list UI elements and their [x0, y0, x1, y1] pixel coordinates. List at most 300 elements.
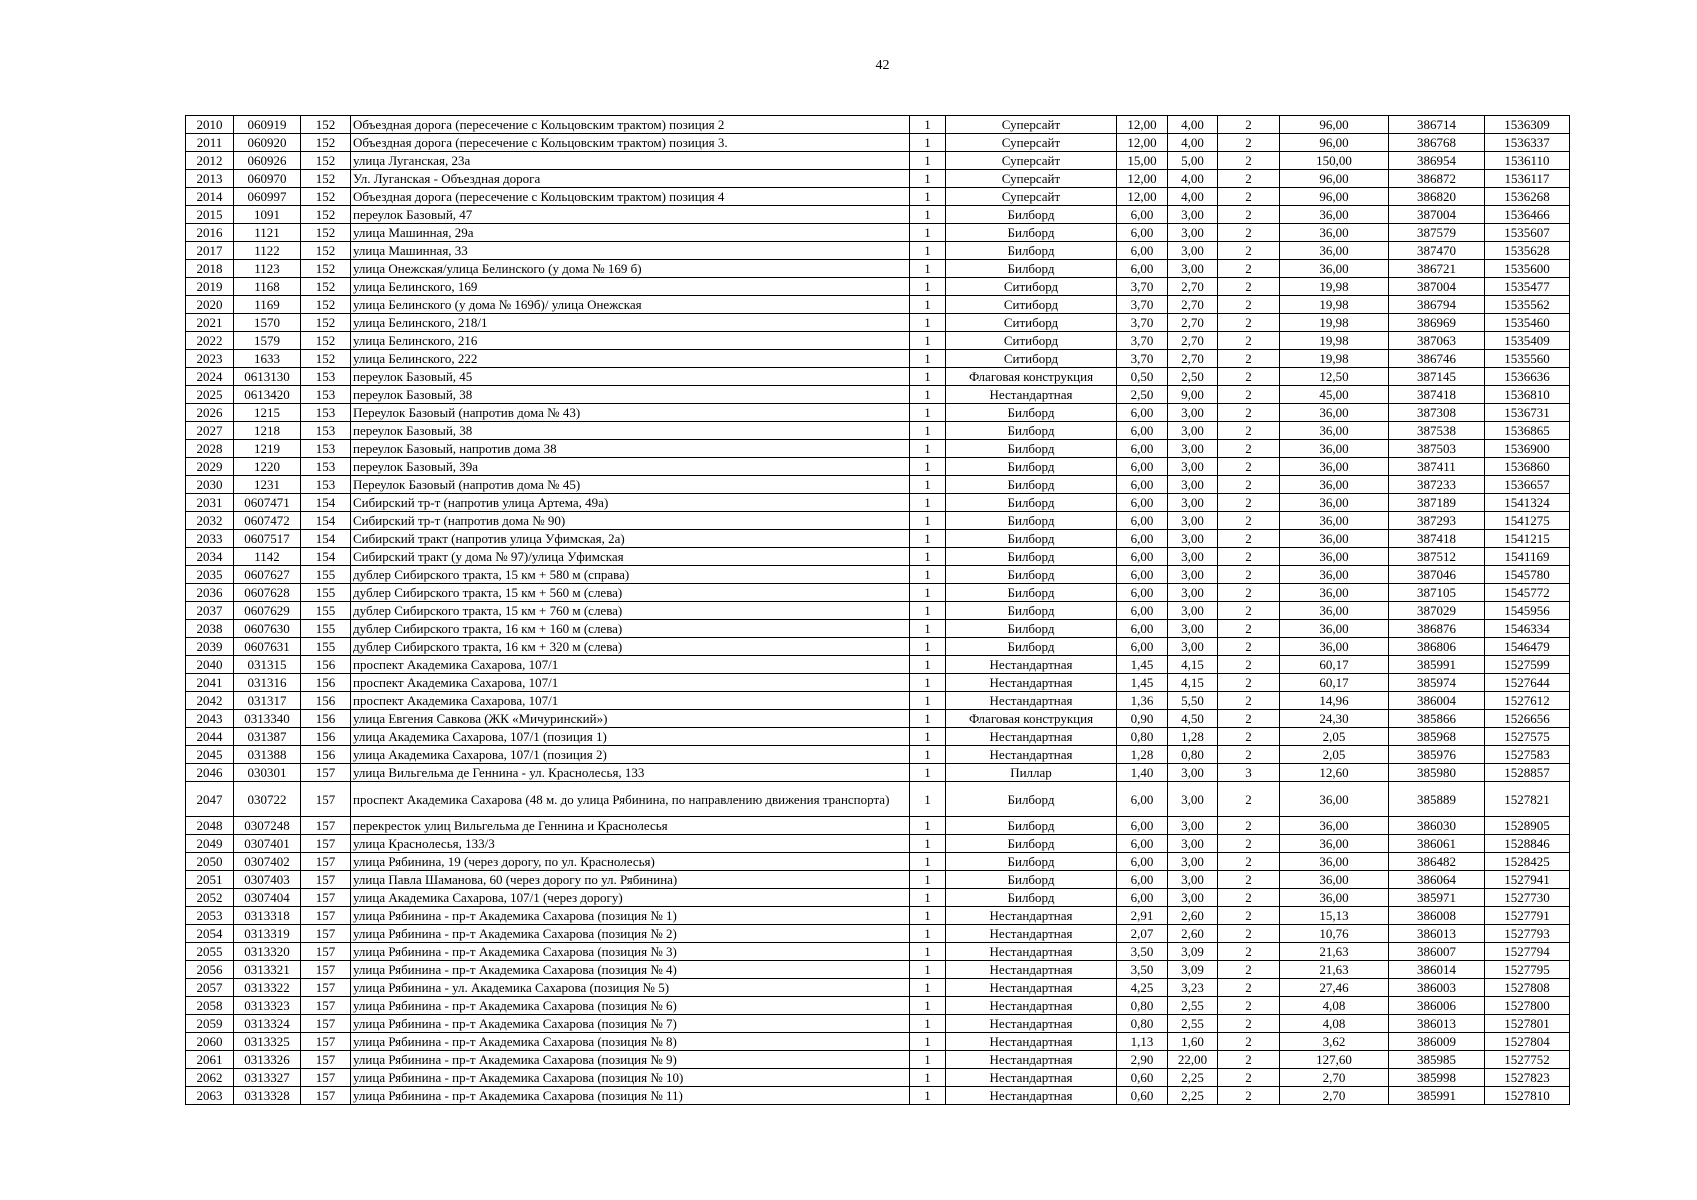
row-number-cell: 2051	[186, 871, 234, 889]
width-cell: 2,50	[1117, 386, 1168, 404]
row-number-cell: 2063	[186, 1087, 234, 1105]
quantity-cell: 1	[910, 620, 946, 638]
sides-cell: 2	[1218, 692, 1280, 710]
row-number-cell: 2016	[186, 224, 234, 242]
row-number-cell: 2021	[186, 314, 234, 332]
coord-y-cell: 1536309	[1485, 116, 1570, 134]
coord-y-cell: 1536900	[1485, 440, 1570, 458]
structure-type-cell: Билборд	[946, 853, 1117, 871]
height-cell: 3,00	[1168, 440, 1218, 458]
address-cell: переулок Базовый, 38	[351, 422, 910, 440]
coord-x-cell: 385976	[1389, 746, 1485, 764]
row-number-cell: 2041	[186, 674, 234, 692]
table-row	[186, 764, 1570, 782]
table-row	[186, 188, 1570, 206]
address-cell: Сибирский тракт (у дома № 97)/улица Уфимская	[351, 548, 910, 566]
coord-y-cell: 1527599	[1485, 656, 1570, 674]
row-number-cell: 2055	[186, 943, 234, 961]
row-number-cell: 2032	[186, 512, 234, 530]
width-cell: 6,00	[1117, 440, 1168, 458]
area-cell: 2,05	[1280, 728, 1389, 746]
block-number-cell: 157	[301, 853, 351, 871]
height-cell: 2,70	[1168, 332, 1218, 350]
structure-type-cell: Билборд	[946, 242, 1117, 260]
structure-code-cell: 0607471	[234, 494, 301, 512]
sides-cell: 2	[1218, 853, 1280, 871]
width-cell: 3,70	[1117, 314, 1168, 332]
block-number-cell: 154	[301, 512, 351, 530]
structure-code-cell: 0313325	[234, 1033, 301, 1051]
coord-y-cell: 1526656	[1485, 710, 1570, 728]
address-cell: улица Рябинина - пр-т Академика Сахарова (позиция № 3)	[351, 943, 910, 961]
structure-type-cell: Билборд	[946, 835, 1117, 853]
structure-code-cell: 1091	[234, 206, 301, 224]
structure-type-cell: Билборд	[946, 206, 1117, 224]
structure-code-cell: 0313319	[234, 925, 301, 943]
block-number-cell: 155	[301, 638, 351, 656]
table-row	[186, 566, 1570, 584]
row-number-cell: 2037	[186, 602, 234, 620]
table-row	[186, 1069, 1570, 1087]
block-number-cell: 157	[301, 782, 351, 817]
address-cell: переулок Базовый, 38	[351, 386, 910, 404]
table-row	[186, 404, 1570, 422]
structure-code-cell: 0313322	[234, 979, 301, 997]
coord-x-cell: 386768	[1389, 134, 1485, 152]
structure-code-cell: 0607472	[234, 512, 301, 530]
coord-y-cell: 1535460	[1485, 314, 1570, 332]
row-number-cell: 2050	[186, 853, 234, 871]
width-cell: 6,00	[1117, 817, 1168, 835]
width-cell: 6,00	[1117, 458, 1168, 476]
coord-x-cell: 386876	[1389, 620, 1485, 638]
table-row	[186, 278, 1570, 296]
structure-code-cell: 0613130	[234, 368, 301, 386]
coord-x-cell: 386482	[1389, 853, 1485, 871]
coord-y-cell: 1536110	[1485, 152, 1570, 170]
height-cell: 4,00	[1168, 116, 1218, 134]
sides-cell: 2	[1218, 422, 1280, 440]
sides-cell: 2	[1218, 979, 1280, 997]
area-cell: 36,00	[1280, 206, 1389, 224]
address-cell: улица Машинная, 33	[351, 242, 910, 260]
row-number-cell: 2038	[186, 620, 234, 638]
table-row	[186, 476, 1570, 494]
table-row	[186, 512, 1570, 530]
structure-type-cell: Ситиборд	[946, 296, 1117, 314]
coord-x-cell: 385889	[1389, 782, 1485, 817]
row-number-cell: 2017	[186, 242, 234, 260]
height-cell: 2,70	[1168, 278, 1218, 296]
coord-y-cell: 1528905	[1485, 817, 1570, 835]
structure-code-cell: 0313324	[234, 1015, 301, 1033]
width-cell: 6,00	[1117, 889, 1168, 907]
row-number-cell: 2058	[186, 997, 234, 1015]
block-number-cell: 157	[301, 907, 351, 925]
address-cell: улица Рябинина - пр-т Академика Сахарова (позиция № 9)	[351, 1051, 910, 1069]
coord-y-cell: 1535628	[1485, 242, 1570, 260]
coord-x-cell: 387308	[1389, 404, 1485, 422]
height-cell: 1,60	[1168, 1033, 1218, 1051]
sides-cell: 2	[1218, 835, 1280, 853]
sides-cell: 2	[1218, 620, 1280, 638]
structure-code-cell: 0607627	[234, 566, 301, 584]
structure-type-cell: Билборд	[946, 224, 1117, 242]
sides-cell: 2	[1218, 152, 1280, 170]
row-number-cell: 2062	[186, 1069, 234, 1087]
coord-y-cell: 1545956	[1485, 602, 1570, 620]
quantity-cell: 1	[910, 674, 946, 692]
quantity-cell: 1	[910, 566, 946, 584]
height-cell: 3,00	[1168, 817, 1218, 835]
table-row	[186, 817, 1570, 835]
table-row	[186, 224, 1570, 242]
structure-type-cell: Нестандартная	[946, 961, 1117, 979]
structure-type-cell: Нестандартная	[946, 979, 1117, 997]
quantity-cell: 1	[910, 116, 946, 134]
area-cell: 96,00	[1280, 116, 1389, 134]
row-number-cell: 2026	[186, 404, 234, 422]
address-cell: улица Рябинина - пр-т Академика Сахарова (позиция № 1)	[351, 907, 910, 925]
quantity-cell: 1	[910, 764, 946, 782]
area-cell: 12,60	[1280, 764, 1389, 782]
structure-code-cell: 1220	[234, 458, 301, 476]
sides-cell: 2	[1218, 1069, 1280, 1087]
height-cell: 2,60	[1168, 907, 1218, 925]
height-cell: 3,00	[1168, 638, 1218, 656]
width-cell: 6,00	[1117, 494, 1168, 512]
height-cell: 4,00	[1168, 170, 1218, 188]
sides-cell: 2	[1218, 997, 1280, 1015]
quantity-cell: 1	[910, 746, 946, 764]
coord-x-cell: 386806	[1389, 638, 1485, 656]
coord-y-cell: 1545772	[1485, 584, 1570, 602]
structure-type-cell: Ситиборд	[946, 278, 1117, 296]
sides-cell: 2	[1218, 386, 1280, 404]
table-body	[186, 116, 1570, 1105]
row-number-cell: 2020	[186, 296, 234, 314]
structure-code-cell: 1218	[234, 422, 301, 440]
quantity-cell: 1	[910, 997, 946, 1015]
area-cell: 2,05	[1280, 746, 1389, 764]
block-number-cell: 156	[301, 728, 351, 746]
coord-y-cell: 1527612	[1485, 692, 1570, 710]
coord-y-cell: 1545780	[1485, 566, 1570, 584]
structure-code-cell: 0313321	[234, 961, 301, 979]
row-number-cell: 2033	[186, 530, 234, 548]
width-cell: 1,45	[1117, 656, 1168, 674]
sides-cell: 2	[1218, 134, 1280, 152]
block-number-cell: 156	[301, 692, 351, 710]
quantity-cell: 1	[910, 584, 946, 602]
block-number-cell: 156	[301, 674, 351, 692]
quantity-cell: 1	[910, 656, 946, 674]
row-number-cell: 2013	[186, 170, 234, 188]
block-number-cell: 153	[301, 368, 351, 386]
height-cell: 2,55	[1168, 997, 1218, 1015]
block-number-cell: 157	[301, 997, 351, 1015]
structure-type-cell: Билборд	[946, 260, 1117, 278]
row-number-cell: 2035	[186, 566, 234, 584]
row-number-cell: 2042	[186, 692, 234, 710]
table-row	[186, 871, 1570, 889]
coord-x-cell: 387418	[1389, 530, 1485, 548]
coord-y-cell: 1535477	[1485, 278, 1570, 296]
quantity-cell: 1	[910, 548, 946, 566]
address-cell: улица Рябинина - пр-т Академика Сахарова (позиция № 4)	[351, 961, 910, 979]
structure-code-cell: 060997	[234, 188, 301, 206]
coord-y-cell: 1535607	[1485, 224, 1570, 242]
row-number-cell: 2029	[186, 458, 234, 476]
width-cell: 6,00	[1117, 242, 1168, 260]
quantity-cell: 1	[910, 170, 946, 188]
height-cell: 3,00	[1168, 530, 1218, 548]
coord-x-cell: 386003	[1389, 979, 1485, 997]
sides-cell: 2	[1218, 710, 1280, 728]
row-number-cell: 2027	[186, 422, 234, 440]
row-number-cell: 2039	[186, 638, 234, 656]
structure-type-cell: Билборд	[946, 889, 1117, 907]
table-row	[186, 907, 1570, 925]
area-cell: 36,00	[1280, 835, 1389, 853]
area-cell: 36,00	[1280, 512, 1389, 530]
coord-y-cell: 1535560	[1485, 350, 1570, 368]
sides-cell: 2	[1218, 188, 1280, 206]
coord-x-cell: 386061	[1389, 835, 1485, 853]
address-cell: улица Рябинина - ул. Академика Сахарова (позиция № 5)	[351, 979, 910, 997]
width-cell: 12,00	[1117, 170, 1168, 188]
quantity-cell: 1	[910, 278, 946, 296]
coord-x-cell: 386006	[1389, 997, 1485, 1015]
area-cell: 36,00	[1280, 853, 1389, 871]
height-cell: 5,50	[1168, 692, 1218, 710]
sides-cell: 2	[1218, 638, 1280, 656]
address-cell: улица Рябинина - пр-т Академика Сахарова (позиция № 6)	[351, 997, 910, 1015]
sides-cell: 2	[1218, 584, 1280, 602]
row-number-cell: 2018	[186, 260, 234, 278]
address-cell: улица Рябинина - пр-т Академика Сахарова (позиция № 10)	[351, 1069, 910, 1087]
coord-x-cell: 386008	[1389, 907, 1485, 925]
sides-cell: 2	[1218, 1033, 1280, 1051]
block-number-cell: 156	[301, 710, 351, 728]
height-cell: 2,60	[1168, 925, 1218, 943]
structure-type-cell: Билборд	[946, 782, 1117, 817]
block-number-cell: 157	[301, 764, 351, 782]
area-cell: 4,08	[1280, 1015, 1389, 1033]
table-row	[186, 494, 1570, 512]
height-cell: 3,00	[1168, 871, 1218, 889]
block-number-cell: 157	[301, 1051, 351, 1069]
structure-code-cell: 1579	[234, 332, 301, 350]
area-cell: 36,00	[1280, 782, 1389, 817]
structure-type-cell: Нестандартная	[946, 997, 1117, 1015]
row-number-cell: 2011	[186, 134, 234, 152]
address-cell: улица Павла Шаманова, 60 (через дорогу по ул. Рябинина)	[351, 871, 910, 889]
area-cell: 36,00	[1280, 242, 1389, 260]
area-cell: 19,98	[1280, 332, 1389, 350]
area-cell: 36,00	[1280, 422, 1389, 440]
coord-y-cell: 1536731	[1485, 404, 1570, 422]
height-cell: 4,15	[1168, 656, 1218, 674]
row-number-cell: 2036	[186, 584, 234, 602]
width-cell: 0,60	[1117, 1087, 1168, 1105]
coord-x-cell: 386721	[1389, 260, 1485, 278]
block-number-cell: 152	[301, 188, 351, 206]
coord-x-cell: 386007	[1389, 943, 1485, 961]
area-cell: 10,76	[1280, 925, 1389, 943]
table-row	[186, 548, 1570, 566]
structure-code-cell: 0313318	[234, 907, 301, 925]
block-number-cell: 152	[301, 134, 351, 152]
table-row	[186, 620, 1570, 638]
coord-y-cell: 1546334	[1485, 620, 1570, 638]
table-row	[186, 314, 1570, 332]
structure-type-cell: Нестандартная	[946, 656, 1117, 674]
structure-code-cell: 1123	[234, 260, 301, 278]
structure-type-cell: Билборд	[946, 458, 1117, 476]
quantity-cell: 1	[910, 350, 946, 368]
block-number-cell: 156	[301, 746, 351, 764]
coord-x-cell: 386872	[1389, 170, 1485, 188]
coord-x-cell: 386820	[1389, 188, 1485, 206]
width-cell: 1,36	[1117, 692, 1168, 710]
table-row	[186, 584, 1570, 602]
coord-y-cell: 1541275	[1485, 512, 1570, 530]
height-cell: 22,00	[1168, 1051, 1218, 1069]
height-cell: 4,00	[1168, 188, 1218, 206]
table-row	[186, 835, 1570, 853]
area-cell: 36,00	[1280, 548, 1389, 566]
structure-code-cell: 0607630	[234, 620, 301, 638]
address-cell: улица Онежская/улица Белинского (у дома № 169 б)	[351, 260, 910, 278]
structure-code-cell: 0607631	[234, 638, 301, 656]
coord-x-cell: 385985	[1389, 1051, 1485, 1069]
block-number-cell: 152	[301, 170, 351, 188]
coord-x-cell: 387470	[1389, 242, 1485, 260]
table-row	[186, 1051, 1570, 1069]
quantity-cell: 1	[910, 188, 946, 206]
table-row	[186, 925, 1570, 943]
block-number-cell: 157	[301, 1069, 351, 1087]
area-cell: 19,98	[1280, 278, 1389, 296]
coord-x-cell: 387004	[1389, 278, 1485, 296]
height-cell: 2,70	[1168, 350, 1218, 368]
coord-y-cell: 1527808	[1485, 979, 1570, 997]
area-cell: 19,98	[1280, 314, 1389, 332]
address-cell: переулок Базовый, 45	[351, 368, 910, 386]
height-cell: 4,50	[1168, 710, 1218, 728]
sides-cell: 2	[1218, 566, 1280, 584]
height-cell: 3,00	[1168, 548, 1218, 566]
width-cell: 0,80	[1117, 997, 1168, 1015]
quantity-cell: 1	[910, 242, 946, 260]
height-cell: 3,00	[1168, 835, 1218, 853]
quantity-cell: 1	[910, 476, 946, 494]
area-cell: 36,00	[1280, 404, 1389, 422]
row-number-cell: 2056	[186, 961, 234, 979]
block-number-cell: 152	[301, 350, 351, 368]
table-row	[186, 889, 1570, 907]
structure-code-cell: 0313340	[234, 710, 301, 728]
structure-type-cell: Флаговая конструкция	[946, 368, 1117, 386]
table-row	[186, 530, 1570, 548]
quantity-cell: 1	[910, 404, 946, 422]
structure-code-cell: 0607628	[234, 584, 301, 602]
sides-cell: 2	[1218, 476, 1280, 494]
block-number-cell: 157	[301, 1033, 351, 1051]
area-cell: 96,00	[1280, 134, 1389, 152]
address-cell: дублер Сибирского тракта, 16 км + 320 м (слева)	[351, 638, 910, 656]
row-number-cell: 2034	[186, 548, 234, 566]
structure-type-cell: Нестандартная	[946, 1033, 1117, 1051]
area-cell: 36,00	[1280, 494, 1389, 512]
coord-x-cell: 386954	[1389, 152, 1485, 170]
address-cell: улица Машинная, 29а	[351, 224, 910, 242]
width-cell: 1,40	[1117, 764, 1168, 782]
structure-type-cell: Билборд	[946, 404, 1117, 422]
address-cell: улица Белинского, 222	[351, 350, 910, 368]
row-number-cell: 2054	[186, 925, 234, 943]
area-cell: 21,63	[1280, 961, 1389, 979]
structure-type-cell: Билборд	[946, 638, 1117, 656]
structure-code-cell: 0313326	[234, 1051, 301, 1069]
structure-code-cell: 1215	[234, 404, 301, 422]
row-number-cell: 2010	[186, 116, 234, 134]
quantity-cell: 1	[910, 835, 946, 853]
quantity-cell: 1	[910, 1087, 946, 1105]
coord-y-cell: 1527821	[1485, 782, 1570, 817]
coord-y-cell: 1527791	[1485, 907, 1570, 925]
structure-code-cell: 1142	[234, 548, 301, 566]
coord-y-cell: 1527794	[1485, 943, 1570, 961]
structure-type-cell: Билборд	[946, 476, 1117, 494]
width-cell: 3,70	[1117, 278, 1168, 296]
coord-x-cell: 387538	[1389, 422, 1485, 440]
coord-x-cell: 386064	[1389, 871, 1485, 889]
quantity-cell: 1	[910, 296, 946, 314]
block-number-cell: 154	[301, 530, 351, 548]
row-number-cell: 2047	[186, 782, 234, 817]
quantity-cell: 1	[910, 602, 946, 620]
height-cell: 3,00	[1168, 584, 1218, 602]
coord-y-cell: 1536117	[1485, 170, 1570, 188]
coord-y-cell: 1527801	[1485, 1015, 1570, 1033]
address-cell: Сибирский тракт (напротив улица Уфимская, 2а)	[351, 530, 910, 548]
structure-type-cell: Билборд	[946, 494, 1117, 512]
coord-x-cell: 385971	[1389, 889, 1485, 907]
table-row	[186, 332, 1570, 350]
structure-type-cell: Нестандартная	[946, 907, 1117, 925]
sides-cell: 2	[1218, 674, 1280, 692]
coord-y-cell: 1536657	[1485, 476, 1570, 494]
area-cell: 19,98	[1280, 296, 1389, 314]
quantity-cell: 1	[910, 925, 946, 943]
address-cell: улица Рябинина, 19 (через дорогу, по ул. Краснолесья)	[351, 853, 910, 871]
coord-y-cell: 1527823	[1485, 1069, 1570, 1087]
sides-cell: 2	[1218, 728, 1280, 746]
structure-type-cell: Суперсайт	[946, 152, 1117, 170]
block-number-cell: 157	[301, 817, 351, 835]
row-number-cell: 2060	[186, 1033, 234, 1051]
coord-y-cell: 1527810	[1485, 1087, 1570, 1105]
coord-x-cell: 387189	[1389, 494, 1485, 512]
row-number-cell: 2059	[186, 1015, 234, 1033]
table-row	[186, 674, 1570, 692]
structure-type-cell: Билборд	[946, 530, 1117, 548]
structure-type-cell: Билборд	[946, 602, 1117, 620]
advertising-structures-table	[185, 115, 1570, 1105]
row-number-cell: 2024	[186, 368, 234, 386]
